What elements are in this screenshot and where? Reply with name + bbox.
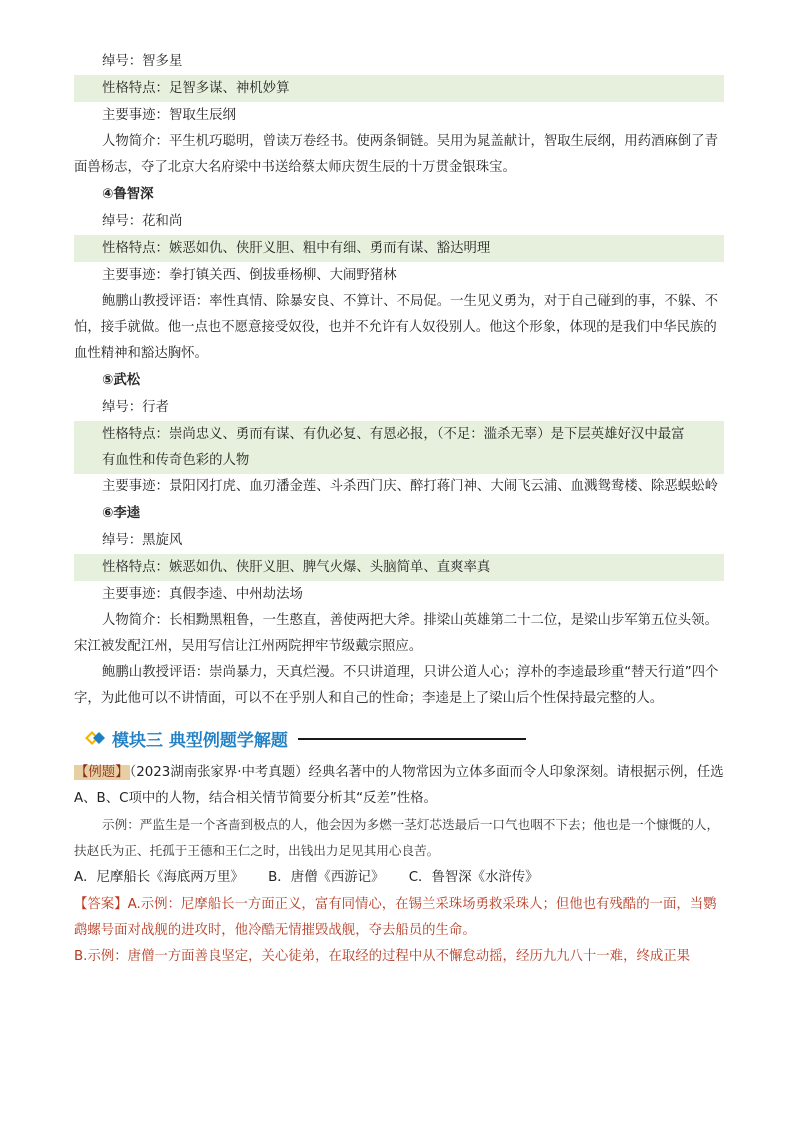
lu-zhishen-traits: 性格特点：嫉恶如仇、侠肝义胆、粗中有细、勇而有谋、豁达明理 — [74, 235, 724, 262]
double-diamond-icon — [84, 730, 106, 746]
wu-song-traits-line2: 有血性和传奇色彩的人物 — [102, 453, 250, 468]
option-b: B．唐僧《西游记》 — [268, 870, 385, 885]
option-c: C．鲁智深《水浒传》 — [408, 870, 539, 885]
module-header — [74, 720, 724, 756]
answer-a — [74, 892, 724, 944]
li-kui-heading: ⑥李逵 — [102, 506, 141, 521]
lu-zhishen-heading: ④鲁智深 — [102, 187, 154, 202]
wu-yong-deeds: 主要事迹：智取生辰纲 — [102, 108, 236, 123]
lu-zhishen-comment: 鲍鹏山教授评语：率性真情、除暴安良、不算计、不局促。一生见义勇为，对于自己碰到的事，不躲、不怕，接手就做。他一点也不愿意接受奴役，也并不允许有人奴役别人。他这个形象，体现的是我们中华民族的血性精神和豁达胸怀。 — [74, 294, 718, 361]
wu-song-traits-line1: 性格特点：崇尚忠义、勇而有谋、有仇必复、有恩必报，（不足：滥杀无辜）是下层英雄好汉中最富 — [102, 427, 685, 442]
module-divider — [298, 738, 526, 740]
li-kui-comment: 鲍鹏山教授评语：崇尚暴力，天真烂漫。不只讲道理，只讲公道人心；淳朴的李逵最珍重“替天行道”四个字，为此他可以不讲情面，可以不在乎别人和自己的性命；李逵是上了梁山后个性保持最完整的人。 — [74, 665, 719, 706]
answer-a-text: A.示例：尼摩船长一方面正义，富有同情心，在锡兰采珠场勇救采珠人；但他也有残酷的一面，当鹦鹉螺号面对战舰的进攻时，他冷酷无情摧毁战舰，夺去船员的生命。 — [74, 897, 717, 938]
example-options — [74, 864, 724, 892]
document-page — [74, 48, 724, 970]
lu-zhishen-nickname: 绰号：花和尚 — [102, 214, 183, 229]
wu-song-heading: ⑤武松 — [102, 373, 141, 388]
li-kui-traits: 性格特点：嫉恶如仇、侠肝义胆、脾气火爆、头脑简单、直爽率真 — [74, 554, 724, 581]
wu-yong-intro: 人物简介：平生机巧聪明，曾读万卷经书。使两条铜链。吴用为晁盖献计，智取生辰纲，用药酒麻倒了青面兽杨志，夺了北京大名府梁中书送给蔡太师庆贺生辰的十万贯金银珠宝。 — [74, 134, 718, 175]
wu-song-deeds: 主要事迹：景阳冈打虎、血刃潘金莲、斗杀西门庆、醉打蒋门神、大闹飞云浦、血溅鸳鸯楼、除恶蜈蚣岭 — [102, 479, 718, 494]
option-a: A．尼摩船长《海底两万里》 — [74, 870, 244, 885]
lu-zhishen-deeds: 主要事迹：拳打镇关西、倒拔垂杨柳、大闹野猪林 — [102, 268, 397, 283]
wu-yong-nickname: 绰号：智多星 — [102, 54, 183, 69]
example-source: （2023湖南张家界·中考真题） — [129, 765, 309, 780]
module-title: 模块三 典型例题学解题 — [112, 730, 288, 751]
answer-tag: 【答案】 — [74, 897, 128, 912]
li-kui-nickname: 绰号：黑旋风 — [102, 533, 183, 548]
example-tag: 【例题】 — [75, 765, 129, 780]
li-kui-deeds: 主要事迹：真假李逵、中州劫法场 — [102, 587, 303, 602]
answer-b: B.示例：唐僧一方面善良坚定，关心徒弟，在取经的过程中从不懈怠动摇，经历九九八十一难，终成正果 — [74, 949, 691, 964]
example-question — [74, 760, 724, 812]
example-question-text: 经典名著中的人物常因为立体多面而令人印象深刻。请根据示例，任选A、B、C项中的人物，结合相关情节简要分析其“反差”性格。 — [74, 765, 724, 806]
wu-song-nickname: 绰号：行者 — [102, 400, 169, 415]
example-sample: 示例：严监生是一个吝啬到极点的人，他会因为多燃一茎灯芯迭最后一口气也咽不下去；他也是一个慷慨的人，扶赵氏为正、托孤于王德和王仁之时，出钱出力足见其用心良苦。 — [74, 817, 720, 858]
li-kui-intro: 人物简介：长相黝黑粗鲁，一生憨直，善使两把大斧。排梁山英雄第二十二位，是梁山步军第五位头领。宋江被发配江州，吴用写信让江州两院押牢节级戴宗照应。 — [74, 613, 718, 654]
wu-yong-traits: 性格特点：足智多谋、神机妙算 — [74, 75, 724, 102]
